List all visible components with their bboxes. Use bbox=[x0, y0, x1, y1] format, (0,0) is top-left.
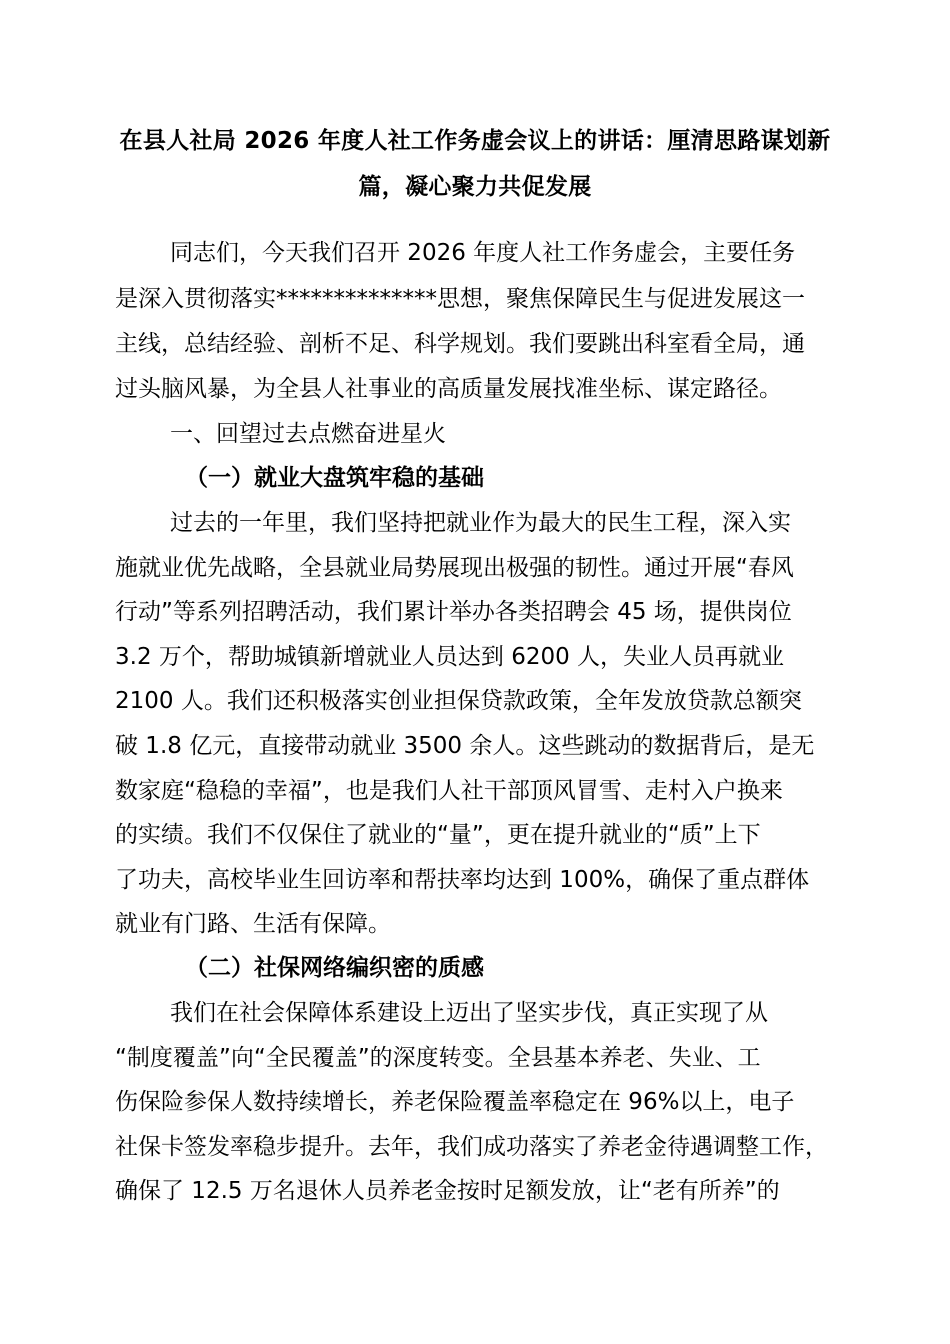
body-line: 2100 人。我们还积极落实创业担保贷款政策，全年发放贷款总额突 bbox=[115, 688, 802, 714]
body-line: 3.2 万个，帮助城镇新增就业人员达到 6200 人，失业人员再就业 bbox=[115, 644, 785, 670]
body-line: 就业有门路、生活有保障。 bbox=[115, 911, 391, 937]
body-line: 伤保险参保人数持续增长，养老保险覆盖率稳定在 96%以上，电子 bbox=[115, 1089, 795, 1115]
body-line: 我们在社会保障体系建设上迈出了坚实步伐，真正实现了从 bbox=[170, 1000, 768, 1026]
intro-line: 主线，总结经验、剖析不足、科学规划。我们要跳出科室看全局，通 bbox=[115, 331, 805, 357]
body-line: 社保卡签发率稳步提升。去年，我们成功落实了养老金待遇调整工作， bbox=[115, 1134, 828, 1160]
body-line: “制度覆盖”向“全民覆盖”的深度转变。全县基本养老、失业、工 bbox=[115, 1045, 761, 1071]
subsection-heading: （二）社保网络编织密的质感 bbox=[185, 955, 484, 981]
intro-line: 过头脑风暴，为全县人社事业的高质量发展找准坐标、谋定路径。 bbox=[115, 376, 782, 402]
section-heading: 一、回望过去点燃奋进星火 bbox=[170, 421, 446, 447]
intro-line: 是深入贯彻落实**************思想，聚焦保障民生与促进发展这一 bbox=[115, 286, 805, 312]
body-line: 行动”等系列招聘活动，我们累计举办各类招聘会 45 场，提供岗位 bbox=[115, 599, 792, 625]
intro-line: 同志们，今天我们召开 2026 年度人社工作务虚会，主要任务 bbox=[170, 240, 796, 266]
body-line: 数家庭“稳稳的幸福”，也是我们人社干部顶风冒雪、走村入户换来 bbox=[115, 778, 783, 804]
document-title-line-1: 在县人社局 2026 年度人社工作务虚会议上的讲话：厘清思路谋划新 bbox=[119, 128, 831, 154]
document-title-line-2: 篇，凝心聚力共促发展 bbox=[358, 174, 592, 200]
subsection-heading: （一）就业大盘筑牢稳的基础 bbox=[185, 465, 484, 491]
body-line: 确保了 12.5 万名退休人员养老金按时足额发放，让“老有所养”的 bbox=[115, 1178, 780, 1204]
body-line: 施就业优先战略，全县就业局势展现出极强的韧性。通过开展“春风 bbox=[115, 555, 794, 581]
body-line: 了功夫，高校毕业生回访率和帮扶率均达到 100%，确保了重点群体 bbox=[115, 867, 810, 893]
body-line: 过去的一年里，我们坚持把就业作为最大的民生工程，深入实 bbox=[170, 510, 791, 536]
body-line: 破 1.8 亿元，直接带动就业 3500 余人。这些跳动的数据背后，是无 bbox=[115, 733, 815, 759]
body-line: 的实绩。我们不仅保住了就业的“量”，更在提升就业的“质”上下 bbox=[115, 822, 761, 848]
